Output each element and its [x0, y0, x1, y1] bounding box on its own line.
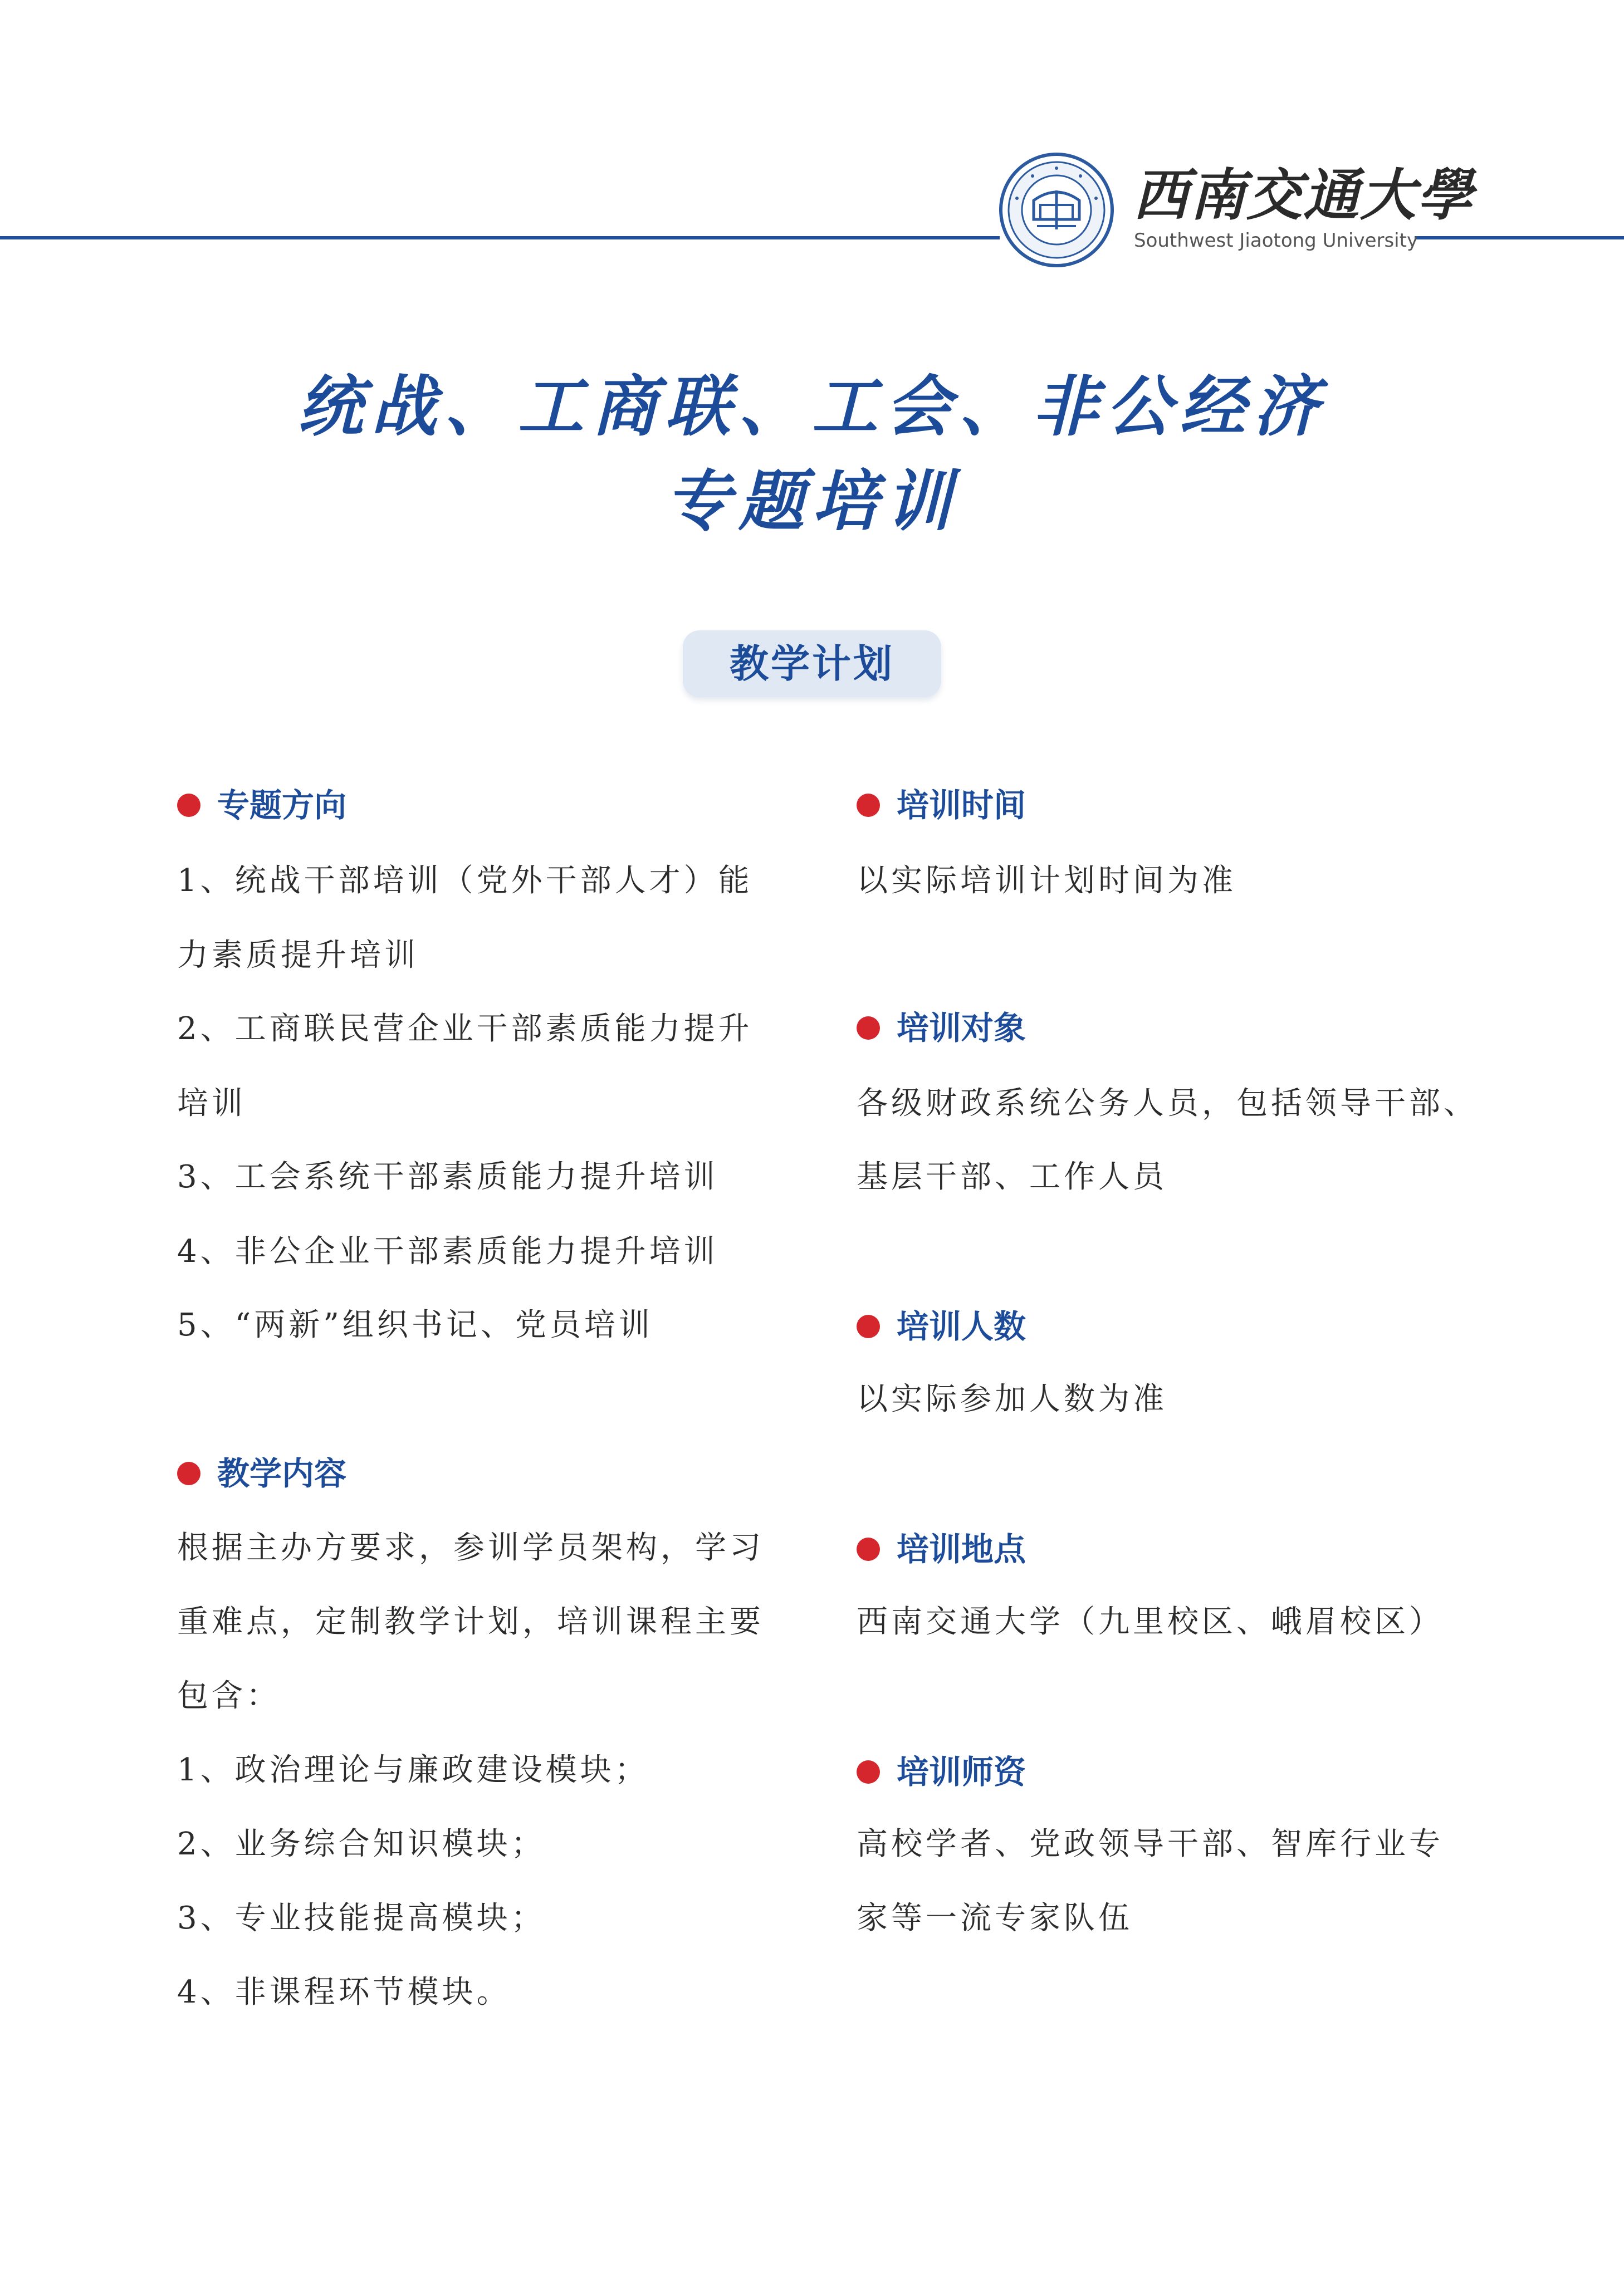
section-badge-label: 教学计划 [730, 641, 894, 687]
topic-line: 培训 [177, 1085, 246, 1122]
content-line: 重难点，定制教学计划，培训课程主要 [177, 1604, 764, 1640]
topic-line: 2、工商联民营企业干部素质能力提升 [177, 1011, 753, 1047]
page-title-line-2: 专题培训 [664, 462, 959, 540]
section-head-time [857, 783, 1026, 828]
section-head-count [857, 1304, 1026, 1349]
section-head-topic [177, 783, 346, 828]
audience-line: 基层干部、工作人员 [857, 1159, 1167, 1195]
content-line: 1、政治理论与廉政建设模块； [177, 1752, 649, 1788]
section-heading: 专题方向 [217, 786, 347, 824]
topic-line: 5、“两新”组织书记、党员培训 [177, 1307, 653, 1343]
section-badge [683, 630, 941, 697]
bullet-dot-icon [857, 794, 880, 817]
section-heading: 教学内容 [217, 1455, 347, 1492]
university-name-cn: 西南交通大學 [1133, 162, 1474, 228]
content-line: 根据主办方要求，参训学员架构，学习 [177, 1530, 764, 1566]
university-seal-icon [998, 151, 1115, 268]
bullet-dot-icon [177, 1462, 200, 1485]
count-line: 以实际参加人数为准 [857, 1381, 1167, 1417]
content-line: 2、业务综合知识模块； [177, 1826, 546, 1862]
content-line: 包含： [177, 1678, 281, 1714]
faculty-line: 高校学者、党政领导干部、智库行业专 [857, 1826, 1444, 1862]
time-line: 以实际培训计划时间为准 [857, 863, 1236, 899]
location-line: 西南交通大学（九里校区、峨眉校区） [857, 1604, 1444, 1640]
section-heading: 培训地点 [897, 1530, 1026, 1568]
header-rule-left [0, 236, 1000, 239]
audience-line: 各级财政系统公务人员，包括领导干部、 [857, 1085, 1478, 1122]
topic-line: 4、非公企业干部素质能力提升培训 [177, 1233, 718, 1270]
topic-line: 3、工会系统干部素质能力提升培训 [177, 1159, 718, 1195]
header-rule-right [1415, 236, 1624, 239]
content-line: 3、专业技能提高模块； [177, 1900, 546, 1936]
section-head-faculty [857, 1750, 1026, 1794]
section-heading: 培训对象 [897, 1009, 1026, 1047]
section-head-content [177, 1451, 346, 1496]
bullet-dot-icon [857, 1760, 880, 1784]
bullet-dot-icon [857, 1016, 880, 1040]
topic-line: 1、统战干部培训（党外干部人才）能 [177, 863, 753, 899]
section-heading: 培训时间 [897, 786, 1026, 824]
page-title-line-1: 统战、工商联、工会、非公经济 [297, 368, 1327, 445]
content-line: 4、非课程环节模块。 [177, 1974, 511, 2010]
university-name-en: Southwest Jiaotong University [1134, 229, 1418, 252]
bullet-dot-icon [857, 1538, 880, 1561]
section-head-location [857, 1527, 1026, 1572]
bullet-dot-icon [177, 794, 200, 817]
section-heading: 培训人数 [897, 1308, 1026, 1345]
topic-line: 力素质提升培训 [177, 937, 419, 973]
section-heading: 培训师资 [897, 1753, 1026, 1791]
faculty-line: 家等一流专家队伍 [857, 1900, 1133, 1936]
bullet-dot-icon [857, 1315, 880, 1338]
section-head-audience [857, 1006, 1026, 1050]
